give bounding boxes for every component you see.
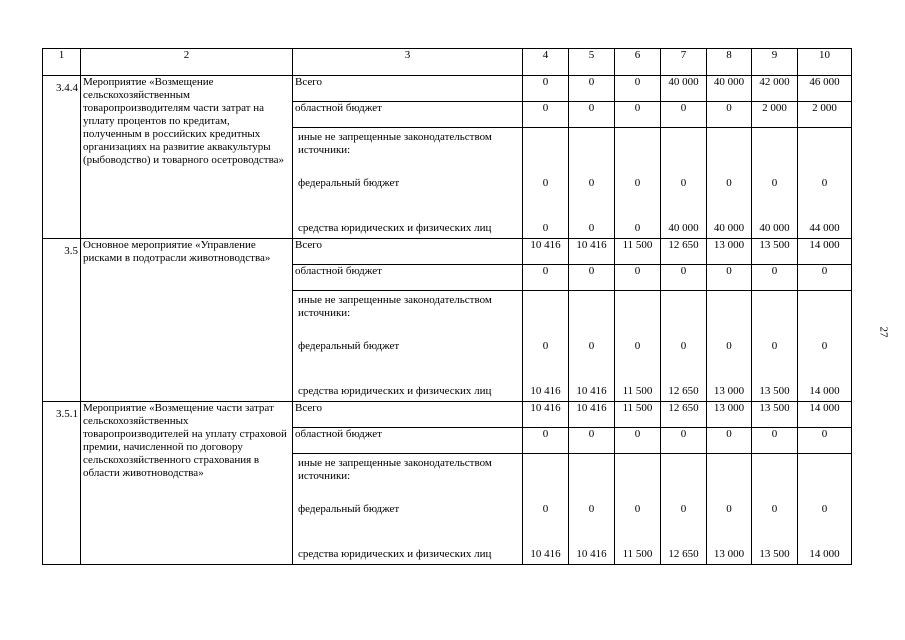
source-other-label: иные не запрещенные законодательством источники: <box>298 457 492 482</box>
value-federal: 0 <box>821 339 828 352</box>
value-cell: 12 650 <box>661 402 707 428</box>
value-cell <box>752 454 798 565</box>
value-cell: 14 000 <box>798 239 852 265</box>
value-cell: 0 <box>615 102 661 128</box>
value-federal: 0 <box>771 176 778 189</box>
value-cell: 0 <box>707 428 752 454</box>
value-federal: 0 <box>634 176 641 189</box>
budget-table <box>42 48 852 565</box>
value-cell: 0 <box>661 102 707 128</box>
source-total: Всего <box>293 239 523 265</box>
value-legal: 10 416 <box>576 548 607 560</box>
value-cell: 0 <box>752 265 798 291</box>
value-federal: 0 <box>542 502 549 515</box>
value-legal: 11 500 <box>622 385 653 397</box>
source-regional: областной бюджет <box>293 265 523 291</box>
page-number: 27 <box>877 326 890 338</box>
value-federal: 0 <box>726 176 732 189</box>
source-other-label: иные не запрещенные законодательством источники: <box>298 294 492 319</box>
value-cell: 40 000 <box>661 76 707 102</box>
value-federal: 0 <box>588 176 595 189</box>
header-cell: 7 <box>661 49 707 76</box>
value-cell: 0 <box>661 265 707 291</box>
header-cell: 10 <box>798 49 852 76</box>
table-row <box>43 239 852 265</box>
value-cell: 0 <box>615 265 661 291</box>
value-cell: 10 416 <box>523 402 569 428</box>
source-other-label: иные не запрещенные законодательством источники: <box>298 131 492 156</box>
value-cell: 0 <box>523 102 569 128</box>
value-cell <box>798 454 852 565</box>
row-code: 3.5.1 <box>43 402 81 565</box>
value-legal: 10 416 <box>530 548 561 560</box>
value-legal: 12 650 <box>668 548 699 560</box>
value-cell: 11 500 <box>615 402 661 428</box>
row-name: Основное мероприятие «Управление рисками в подотрасли животноводства» <box>81 239 293 402</box>
value-legal: 14 000 <box>809 548 840 560</box>
value-cell: 0 <box>615 428 661 454</box>
value-cell: 14 000 <box>798 402 852 428</box>
value-legal: 40 000 <box>668 222 699 234</box>
value-legal: 13 500 <box>759 548 790 560</box>
value-cell <box>569 128 615 239</box>
value-legal: 13 000 <box>713 385 745 397</box>
value-cell <box>798 291 852 402</box>
value-cell: 0 <box>569 102 615 128</box>
table-body <box>43 49 852 565</box>
value-cell: 0 <box>615 76 661 102</box>
value-legal: 13 000 <box>713 548 745 560</box>
value-federal: 0 <box>726 502 732 515</box>
value-cell <box>615 128 661 239</box>
value-federal: 0 <box>680 339 687 352</box>
value-cell: 46 000 <box>798 76 852 102</box>
value-cell <box>707 128 752 239</box>
value-federal: 0 <box>588 502 595 515</box>
source-federal: федеральный бюджет <box>298 176 400 189</box>
value-cell: 0 <box>569 265 615 291</box>
value-cell: 0 <box>523 76 569 102</box>
row-code: 3.5 <box>43 239 81 402</box>
value-cell: 11 500 <box>615 239 661 265</box>
value-cell: 0 <box>569 76 615 102</box>
header-cell: 5 <box>569 49 615 76</box>
value-cell: 2 000 <box>752 102 798 128</box>
value-legal: 14 000 <box>809 385 840 397</box>
value-federal: 0 <box>680 502 687 515</box>
value-cell: 0 <box>798 265 852 291</box>
source-total: Всего <box>293 402 523 428</box>
header-cell: 4 <box>523 49 569 76</box>
value-cell <box>752 128 798 239</box>
value-legal: 0 <box>588 222 595 234</box>
value-cell <box>523 454 569 565</box>
value-federal: 0 <box>821 502 828 515</box>
header-row <box>43 49 852 76</box>
table-row <box>43 402 852 428</box>
table-row <box>43 76 852 102</box>
header-cell: 2 <box>81 49 293 76</box>
value-cell: 10 416 <box>523 239 569 265</box>
value-cell <box>661 454 707 565</box>
source-legal: средства юридических и физических лиц <box>298 222 492 234</box>
value-federal: 0 <box>771 502 778 515</box>
source-federal: федеральный бюджет <box>298 339 400 352</box>
value-cell: 13 000 <box>707 239 752 265</box>
value-cell: 2 000 <box>798 102 852 128</box>
value-federal: 0 <box>542 339 549 352</box>
value-cell: 10 416 <box>569 402 615 428</box>
row-code: 3.4.4 <box>43 76 81 239</box>
value-cell <box>798 128 852 239</box>
source-other <box>293 128 523 239</box>
value-cell <box>661 128 707 239</box>
value-federal: 0 <box>542 176 549 189</box>
value-cell <box>615 291 661 402</box>
value-cell <box>752 291 798 402</box>
value-cell: 13 500 <box>752 239 798 265</box>
value-legal: 12 650 <box>668 385 699 397</box>
source-other <box>293 291 523 402</box>
source-legal: средства юридических и физических лиц <box>298 385 492 397</box>
value-cell: 40 000 <box>707 76 752 102</box>
value-cell <box>569 291 615 402</box>
source-regional: областной бюджет <box>293 102 523 128</box>
value-legal: 13 500 <box>759 385 790 397</box>
value-cell: 0 <box>798 428 852 454</box>
value-federal: 0 <box>726 339 732 352</box>
value-legal: 10 416 <box>576 385 607 397</box>
header-cell: 3 <box>293 49 523 76</box>
value-legal: 44 000 <box>809 222 840 234</box>
source-other <box>293 454 523 565</box>
value-cell: 0 <box>707 102 752 128</box>
value-cell <box>707 454 752 565</box>
value-legal: 40 000 <box>713 222 745 234</box>
value-cell <box>569 454 615 565</box>
header-cell: 9 <box>752 49 798 76</box>
header-cell: 8 <box>707 49 752 76</box>
header-cell: 1 <box>43 49 81 76</box>
value-legal: 10 416 <box>530 385 561 397</box>
value-cell <box>661 291 707 402</box>
value-legal: 11 500 <box>622 548 653 560</box>
value-federal: 0 <box>680 176 687 189</box>
value-cell: 0 <box>523 428 569 454</box>
value-cell: 0 <box>661 428 707 454</box>
value-legal: 0 <box>634 222 641 234</box>
value-federal: 0 <box>771 339 778 352</box>
value-legal: 0 <box>542 222 549 234</box>
value-federal: 0 <box>821 176 828 189</box>
value-cell: 13 500 <box>752 402 798 428</box>
value-cell: 0 <box>707 265 752 291</box>
value-cell: 0 <box>523 265 569 291</box>
value-cell: 12 650 <box>661 239 707 265</box>
value-cell: 13 000 <box>707 402 752 428</box>
value-federal: 0 <box>634 502 641 515</box>
value-cell: 42 000 <box>752 76 798 102</box>
source-legal: средства юридических и физических лиц <box>298 548 492 560</box>
value-federal: 0 <box>588 339 595 352</box>
value-cell <box>523 128 569 239</box>
value-cell <box>615 454 661 565</box>
source-federal: федеральный бюджет <box>298 502 400 515</box>
header-cell: 6 <box>615 49 661 76</box>
row-name: Мероприятие «Возмещение сельскохозяйственным товаропроизводителям части затрат на уплату процентов по кредитам, полученным в российских кредитных организациях на развитие аквакультуры (рыбоводство) и товарного осетроводства» <box>81 76 293 239</box>
value-cell: 10 416 <box>569 239 615 265</box>
source-total: Всего <box>293 76 523 102</box>
value-cell <box>707 291 752 402</box>
value-cell: 0 <box>752 428 798 454</box>
value-cell <box>523 291 569 402</box>
value-cell: 0 <box>569 428 615 454</box>
value-legal: 40 000 <box>759 222 790 234</box>
value-federal: 0 <box>634 339 641 352</box>
row-name: Мероприятие «Возмещение части затрат сельскохозяйственных товаропроизводителей на уплату страховой премии, начисленной по договору сельскохозяйственного страхования в области животноводства» <box>81 402 293 565</box>
source-regional: областной бюджет <box>293 428 523 454</box>
